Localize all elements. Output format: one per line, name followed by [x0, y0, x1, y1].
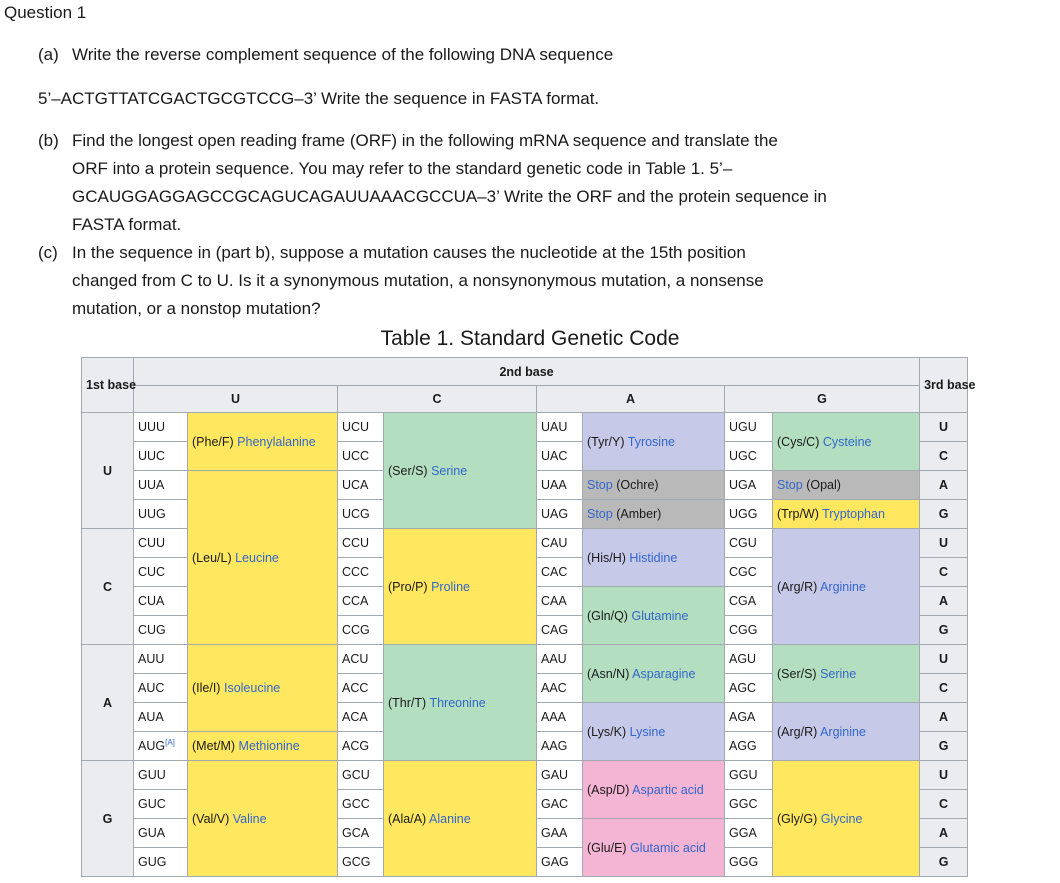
codon-cell: AUU — [134, 645, 188, 674]
codon-cell: AUA — [134, 703, 188, 732]
amino-acid-arg: (Arg/R) Arginine — [773, 529, 920, 645]
second-base-header: 2nd base — [134, 358, 920, 386]
table-row — [82, 645, 968, 674]
third-base-g: G — [920, 848, 968, 877]
first-base-a: A — [82, 645, 134, 761]
footnote-a[interactable]: [A] — [165, 738, 175, 748]
codon-cell: CAG — [537, 616, 583, 645]
codon-cell: GCC — [338, 790, 384, 819]
codon-cell: UGA — [725, 471, 773, 500]
third-base-a: A — [920, 703, 968, 732]
amino-acid-lys: (Lys/K) Lysine — [583, 703, 725, 761]
codon-cell: GCU — [338, 761, 384, 790]
part-b-label: (b) — [38, 131, 59, 150]
second-base-c: C — [338, 386, 537, 413]
codon-cell: UCU — [338, 413, 384, 442]
codon-cell: CGA — [725, 587, 773, 616]
codon-cell: UGC — [725, 442, 773, 471]
amino-acid-ser: (Ser/S) Serine — [384, 413, 537, 529]
stop-ochre: Stop (Ochre) — [583, 471, 725, 500]
codon-cell: ACA — [338, 703, 384, 732]
codon-cell: UUU — [134, 413, 188, 442]
amino-acid-gln: (Gln/Q) Glutamine — [583, 587, 725, 645]
codon-cell: AAA — [537, 703, 583, 732]
codon-cell: CUA — [134, 587, 188, 616]
amino-acid-leu: (Leu/L) Leucine — [188, 471, 338, 645]
third-base-a: A — [920, 471, 968, 500]
codon-cell-aug: AUG[A] — [134, 732, 188, 761]
codon-cell: ACG — [338, 732, 384, 761]
codon-cell: CAA — [537, 587, 583, 616]
codon-cell: GGC — [725, 790, 773, 819]
codon-cell: UGU — [725, 413, 773, 442]
part-a-label: (a) — [38, 45, 59, 64]
codon-cell: CCG — [338, 616, 384, 645]
codon-cell: UAC — [537, 442, 583, 471]
codon-cell: CUC — [134, 558, 188, 587]
amino-acid-gly: (Gly/G) Glycine — [773, 761, 920, 877]
codon-cell: CCA — [338, 587, 384, 616]
part-b-line1: Find the longest open reading frame (ORF) in the following mRNA sequence and translate the — [72, 131, 778, 150]
codon-cell: GGA — [725, 819, 773, 848]
codon-cell: UUC — [134, 442, 188, 471]
codon-cell: ACU — [338, 645, 384, 674]
first-base-u: U — [82, 413, 134, 529]
codon-cell: AGC — [725, 674, 773, 703]
third-base-u: U — [920, 761, 968, 790]
amino-acid-asn: (Asn/N) Asparagine — [583, 645, 725, 703]
table-title: Table 1. Standard Genetic Code — [380, 327, 680, 350]
third-base-g: G — [920, 500, 968, 529]
codon-cell: CGC — [725, 558, 773, 587]
third-base-u: U — [920, 413, 968, 442]
codon-cell: CCU — [338, 529, 384, 558]
codon-cell: CUU — [134, 529, 188, 558]
amino-acid-val: (Val/V) Valine — [188, 761, 338, 877]
codon-cell: GCG — [338, 848, 384, 877]
codon-cell: CAU — [537, 529, 583, 558]
second-base-u: U — [134, 386, 338, 413]
codon-cell: CGG — [725, 616, 773, 645]
part-a-line2: 5’–ACTGTTATCGACTGCGTCCG–3’ Write the sequence in FASTA format. — [38, 89, 600, 108]
third-base-c: C — [920, 558, 968, 587]
codon-cell: AGA — [725, 703, 773, 732]
codon-cell: UCC — [338, 442, 384, 471]
codon-cell: GCA — [338, 819, 384, 848]
second-base-a: A — [537, 386, 725, 413]
codon-cell: GUG — [134, 848, 188, 877]
part-c-line3: mutation, or a nonstop mutation? — [72, 299, 321, 318]
amino-acid-trp: (Trp/W) Tryptophan — [773, 500, 920, 529]
question-title: Question 1 — [4, 3, 87, 22]
codon-cell: GAC — [537, 790, 583, 819]
first-base-header: 1st base — [82, 358, 134, 413]
third-base-c: C — [920, 442, 968, 471]
codon-cell: AGG — [725, 732, 773, 761]
first-base-g: G — [82, 761, 134, 877]
codon-cell: UUA — [134, 471, 188, 500]
amino-acid-ser-2: (Ser/S) Serine — [773, 645, 920, 703]
third-base-u: U — [920, 529, 968, 558]
codon-cell: UCA — [338, 471, 384, 500]
amino-acid-tyr: (Tyr/Y) Tyrosine — [583, 413, 725, 471]
codon-cell: GGU — [725, 761, 773, 790]
codon-cell: AGU — [725, 645, 773, 674]
codon-cell: CCC — [338, 558, 384, 587]
amino-acid-phe: (Phe/F) Phenylalanine — [188, 413, 338, 471]
amino-acid-asp: (Asp/D) Aspartic acid — [583, 761, 725, 819]
amino-acid-met: (Met/M) Methionine — [188, 732, 338, 761]
stop-opal: Stop (Opal) — [773, 471, 920, 500]
codon-cell: UGG — [725, 500, 773, 529]
codon-cell: GAA — [537, 819, 583, 848]
part-c-label: (c) — [38, 243, 58, 262]
amino-acid-ala: (Ala/A) Alanine — [384, 761, 537, 877]
table-row — [82, 413, 968, 442]
codon-cell: AAC — [537, 674, 583, 703]
codon-cell: GAG — [537, 848, 583, 877]
codon-cell: GUA — [134, 819, 188, 848]
codon-cell: ACC — [338, 674, 384, 703]
codon-cell: UCG — [338, 500, 384, 529]
third-base-g: G — [920, 616, 968, 645]
amino-acid-his: (His/H) Histidine — [583, 529, 725, 587]
amino-acid-pro: (Pro/P) Proline — [384, 529, 537, 645]
amino-acid-glu: (Glu/E) Glutamic acid — [583, 819, 725, 877]
third-base-c: C — [920, 674, 968, 703]
codon-cell: UAA — [537, 471, 583, 500]
genetic-code-table — [81, 357, 976, 877]
codon-cell: UAG — [537, 500, 583, 529]
third-base-a: A — [920, 819, 968, 848]
part-b-line2: ORF into a protein sequence. You may refer to the standard genetic code in Table 1. 5’– — [72, 159, 733, 178]
third-base-c: C — [920, 790, 968, 819]
codon-cell: AAG — [537, 732, 583, 761]
codon-cell: GUU — [134, 761, 188, 790]
codon-cell: GAU — [537, 761, 583, 790]
third-base-header: 3rd base — [920, 358, 968, 413]
amino-acid-arg-2: (Arg/R) Arginine — [773, 703, 920, 761]
codon-cell: AAU — [537, 645, 583, 674]
part-a-line1: Write the reverse complement sequence of the following DNA sequence — [72, 45, 614, 64]
part-c-line2: changed from C to U. Is it a synonymous mutation, a nonsynonymous mutation, a nonsense — [72, 271, 764, 290]
amino-acid-ile: (Ile/I) Isoleucine — [188, 645, 338, 732]
codon-cell: CUG — [134, 616, 188, 645]
codon-cell: AUC — [134, 674, 188, 703]
third-base-a: A — [920, 587, 968, 616]
stop-amber: Stop (Amber) — [583, 500, 725, 529]
part-b-line3: GCAUGGAGGAGCCGCAGUCAGAUUAAACGCCUA–3’ Write the ORF and the protein sequence in — [72, 187, 827, 206]
codon-cell: CGU — [725, 529, 773, 558]
table-row — [82, 761, 968, 790]
codon-cell: GGG — [725, 848, 773, 877]
first-base-c: C — [82, 529, 134, 645]
second-base-g: G — [725, 386, 920, 413]
amino-acid-thr: (Thr/T) Threonine — [384, 645, 537, 761]
codon-cell: GUC — [134, 790, 188, 819]
codon-cell: UUG — [134, 500, 188, 529]
third-base-u: U — [920, 645, 968, 674]
codon-cell: CAC — [537, 558, 583, 587]
codon-cell: UAU — [537, 413, 583, 442]
part-c-line1: In the sequence in (part b), suppose a mutation causes the nucleotide at the 15th position — [72, 243, 746, 262]
amino-acid-cys: (Cys/C) Cysteine — [773, 413, 920, 471]
part-b-line4: FASTA format. — [72, 215, 182, 234]
third-base-g: G — [920, 732, 968, 761]
